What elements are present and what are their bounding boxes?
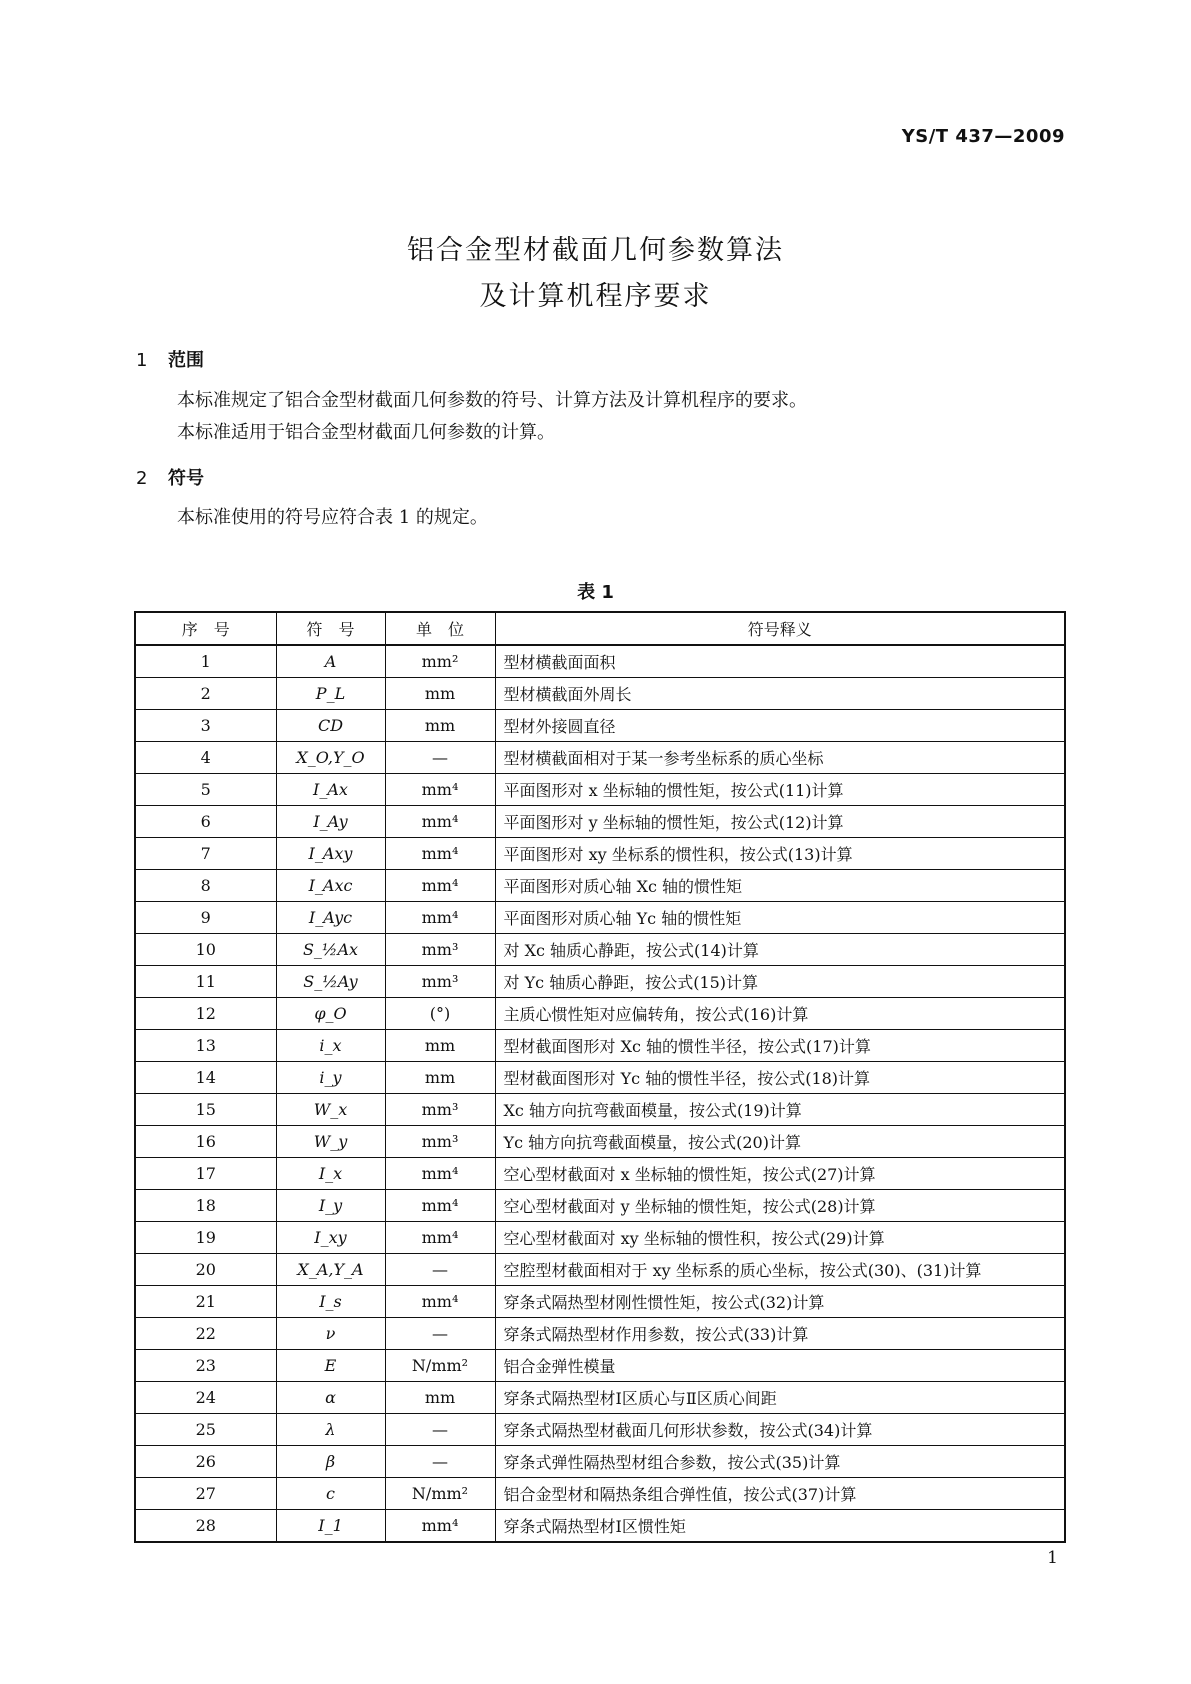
section-title: 范围 — [168, 350, 204, 371]
row-symbol: ν — [276, 1318, 385, 1350]
row-unit: mm⁴ — [385, 774, 495, 806]
table-header-row — [135, 612, 1065, 645]
section-2-heading — [136, 464, 204, 490]
row-index: 6 — [135, 806, 276, 838]
row-unit: mm⁴ — [385, 1222, 495, 1254]
row-unit: — — [385, 1446, 495, 1478]
table-row — [135, 1446, 1065, 1478]
header-index: 序 号 — [135, 612, 276, 645]
table-row — [135, 1222, 1065, 1254]
row-description: 主质心惯性矩对应偏转角，按公式(16)计算 — [495, 998, 1065, 1030]
row-description: 平面图形对 xy 坐标系的惯性积，按公式(13)计算 — [495, 838, 1065, 870]
row-index: 4 — [135, 742, 276, 774]
table-row — [135, 1318, 1065, 1350]
row-unit: mm⁴ — [385, 870, 495, 902]
row-symbol: I_Axy — [276, 838, 385, 870]
table-row — [135, 1126, 1065, 1158]
row-unit: mm⁴ — [385, 1190, 495, 1222]
row-symbol: I_y — [276, 1190, 385, 1222]
row-description: 穿条式隔热型材Ⅰ区惯性矩 — [495, 1510, 1065, 1543]
table-row — [135, 870, 1065, 902]
row-unit: mm³ — [385, 934, 495, 966]
header-description: 符号释义 — [495, 612, 1065, 645]
row-index: 15 — [135, 1094, 276, 1126]
row-index: 19 — [135, 1222, 276, 1254]
row-description: 穿条式隔热型材截面几何形状参数，按公式(34)计算 — [495, 1414, 1065, 1446]
table-row — [135, 998, 1065, 1030]
row-index: 16 — [135, 1126, 276, 1158]
row-index: 23 — [135, 1350, 276, 1382]
row-index: 28 — [135, 1510, 276, 1543]
row-description: 空心型材截面对 y 坐标轴的惯性矩，按公式(28)计算 — [495, 1190, 1065, 1222]
row-symbol: CD — [276, 710, 385, 742]
header-symbol: 符 号 — [276, 612, 385, 645]
row-unit: mm² — [385, 645, 495, 678]
row-symbol: φ_O — [276, 998, 385, 1030]
row-description: 型材横截面相对于某一参考坐标系的质心坐标 — [495, 742, 1065, 774]
row-unit: mm⁴ — [385, 1286, 495, 1318]
row-symbol: I_s — [276, 1286, 385, 1318]
row-symbol: W_y — [276, 1126, 385, 1158]
row-unit: — — [385, 742, 495, 774]
row-index: 9 — [135, 902, 276, 934]
table-row — [135, 966, 1065, 998]
row-index: 11 — [135, 966, 276, 998]
table-row — [135, 1062, 1065, 1094]
row-symbol: P_L — [276, 678, 385, 710]
row-index: 22 — [135, 1318, 276, 1350]
row-description: 型材横截面外周长 — [495, 678, 1065, 710]
row-unit: — — [385, 1318, 495, 1350]
row-unit: mm⁴ — [385, 838, 495, 870]
section-number: 1 — [136, 350, 148, 371]
title-line-2: 及计算机程序要求 — [479, 281, 712, 312]
row-unit: (°) — [385, 998, 495, 1030]
table-row — [135, 1414, 1065, 1446]
section-1-heading — [136, 346, 204, 372]
row-symbol: W_x — [276, 1094, 385, 1126]
row-unit: mm — [385, 710, 495, 742]
row-description: 型材外接圆直径 — [495, 710, 1065, 742]
table-caption: 表 1 — [577, 582, 614, 603]
row-unit: mm³ — [385, 1126, 495, 1158]
row-description: 空腔型材截面相对于 xy 坐标系的质心坐标，按公式(30)、(31)计算 — [495, 1254, 1065, 1286]
symbol-table — [134, 611, 1066, 1543]
row-unit: mm⁴ — [385, 902, 495, 934]
table-row — [135, 902, 1065, 934]
row-symbol: β — [276, 1446, 385, 1478]
row-index: 10 — [135, 934, 276, 966]
table-row — [135, 1382, 1065, 1414]
row-unit: mm — [385, 1030, 495, 1062]
section-title: 符号 — [168, 468, 204, 489]
row-symbol: I_Ayc — [276, 902, 385, 934]
row-index: 1 — [135, 645, 276, 678]
row-description: 穿条式隔热型材刚性惯性矩，按公式(32)计算 — [495, 1286, 1065, 1318]
row-unit: mm⁴ — [385, 1158, 495, 1190]
row-symbol: X_O,Y_O — [276, 742, 385, 774]
row-description: Yc 轴方向抗弯截面模量，按公式(20)计算 — [495, 1126, 1065, 1158]
row-symbol: I_1 — [276, 1510, 385, 1543]
row-index: 13 — [135, 1030, 276, 1062]
row-unit: mm — [385, 1382, 495, 1414]
table-row — [135, 1158, 1065, 1190]
table-row — [135, 710, 1065, 742]
table-row — [135, 1094, 1065, 1126]
row-description: 穿条式隔热型材作用参数，按公式(33)计算 — [495, 1318, 1065, 1350]
row-symbol: I_xy — [276, 1222, 385, 1254]
row-description: 对 Yc 轴质心静距，按公式(15)计算 — [495, 966, 1065, 998]
row-index: 14 — [135, 1062, 276, 1094]
table-row — [135, 1190, 1065, 1222]
row-description: 型材横截面面积 — [495, 645, 1065, 678]
title-line-1: 铝合金型材截面几何参数算法 — [407, 235, 784, 266]
row-unit: N/mm² — [385, 1350, 495, 1382]
row-index: 12 — [135, 998, 276, 1030]
row-index: 27 — [135, 1478, 276, 1510]
row-symbol: A — [276, 645, 385, 678]
row-description: 空心型材截面对 xy 坐标轴的惯性积，按公式(29)计算 — [495, 1222, 1065, 1254]
row-index: 18 — [135, 1190, 276, 1222]
section-2-paragraph-1: 本标准使用的符号应符合表 1 的规定。 — [177, 507, 488, 528]
row-description: 穿条式隔热型材Ⅰ区质心与Ⅱ区质心间距 — [495, 1382, 1065, 1414]
row-description: 平面图形对 y 坐标轴的惯性矩，按公式(12)计算 — [495, 806, 1065, 838]
page-number: 1 — [1047, 1548, 1058, 1568]
row-unit: — — [385, 1414, 495, 1446]
table-row — [135, 1254, 1065, 1286]
row-description: 穿条式弹性隔热型材组合参数，按公式(35)计算 — [495, 1446, 1065, 1478]
row-symbol: I_Ax — [276, 774, 385, 806]
row-description: 铝合金型材和隔热条组合弹性值，按公式(37)计算 — [495, 1478, 1065, 1510]
row-index: 7 — [135, 838, 276, 870]
row-unit: mm³ — [385, 1094, 495, 1126]
header-unit: 单 位 — [385, 612, 495, 645]
row-symbol: λ — [276, 1414, 385, 1446]
row-symbol: I_x — [276, 1158, 385, 1190]
table-row — [135, 645, 1065, 678]
table-body — [135, 645, 1065, 1542]
row-symbol: α — [276, 1382, 385, 1414]
row-description: 平面图形对质心轴 Xc 轴的惯性矩 — [495, 870, 1065, 902]
table-row — [135, 774, 1065, 806]
row-unit: mm³ — [385, 966, 495, 998]
document-title — [0, 228, 1191, 320]
row-index: 26 — [135, 1446, 276, 1478]
row-unit: mm⁴ — [385, 1510, 495, 1543]
row-unit: — — [385, 1254, 495, 1286]
table-row — [135, 1478, 1065, 1510]
table-row — [135, 742, 1065, 774]
row-description: 铝合金弹性模量 — [495, 1350, 1065, 1382]
table-row — [135, 1030, 1065, 1062]
table-row — [135, 1286, 1065, 1318]
row-symbol: I_Ay — [276, 806, 385, 838]
row-index: 25 — [135, 1414, 276, 1446]
section-number: 2 — [136, 468, 148, 489]
row-description: 平面图形对 x 坐标轴的惯性矩，按公式(11)计算 — [495, 774, 1065, 806]
row-index: 5 — [135, 774, 276, 806]
table-row — [135, 838, 1065, 870]
row-description: 型材截面图形对 Xc 轴的惯性半径，按公式(17)计算 — [495, 1030, 1065, 1062]
table-row — [135, 1510, 1065, 1543]
table-row — [135, 806, 1065, 838]
row-unit: mm — [385, 678, 495, 710]
row-description: 对 Xc 轴质心静距，按公式(14)计算 — [495, 934, 1065, 966]
row-symbol: I_Axc — [276, 870, 385, 902]
section-1-paragraph-2: 本标准适用于铝合金型材截面几何参数的计算。 — [177, 422, 555, 443]
table-row — [135, 1350, 1065, 1382]
row-symbol: i_y — [276, 1062, 385, 1094]
row-index: 24 — [135, 1382, 276, 1414]
row-index: 2 — [135, 678, 276, 710]
row-index: 21 — [135, 1286, 276, 1318]
row-description: Xc 轴方向抗弯截面模量，按公式(19)计算 — [495, 1094, 1065, 1126]
row-index: 8 — [135, 870, 276, 902]
row-symbol: X_A,Y_A — [276, 1254, 385, 1286]
row-index: 3 — [135, 710, 276, 742]
row-unit: N/mm² — [385, 1478, 495, 1510]
row-symbol: c — [276, 1478, 385, 1510]
row-unit: mm — [385, 1062, 495, 1094]
table-row — [135, 678, 1065, 710]
row-symbol: i_x — [276, 1030, 385, 1062]
standard-code: YS/T 437—2009 — [901, 126, 1065, 147]
row-unit: mm⁴ — [385, 806, 495, 838]
row-description: 空心型材截面对 x 坐标轴的惯性矩，按公式(27)计算 — [495, 1158, 1065, 1190]
row-description: 型材截面图形对 Yc 轴的惯性半径，按公式(18)计算 — [495, 1062, 1065, 1094]
row-symbol: S_½Ay — [276, 966, 385, 998]
section-1-paragraph-1: 本标准规定了铝合金型材截面几何参数的符号、计算方法及计算机程序的要求。 — [177, 390, 807, 411]
row-symbol: E — [276, 1350, 385, 1382]
row-index: 17 — [135, 1158, 276, 1190]
row-index: 20 — [135, 1254, 276, 1286]
table-row — [135, 934, 1065, 966]
row-symbol: S_½Ax — [276, 934, 385, 966]
row-description: 平面图形对质心轴 Yc 轴的惯性矩 — [495, 902, 1065, 934]
